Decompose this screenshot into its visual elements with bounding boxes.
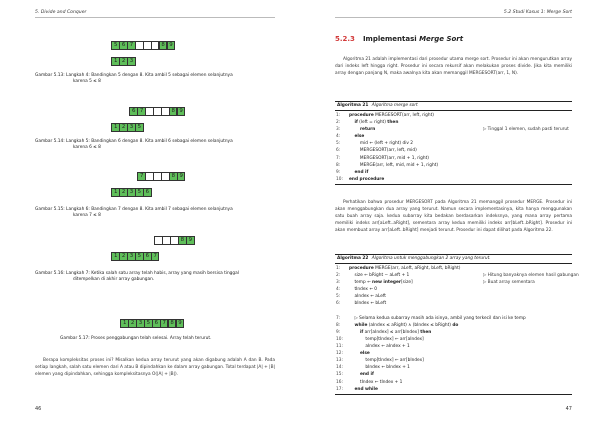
algorithm-22 [335,254,579,395]
array-merged [112,188,152,197]
line-code: if (left = right) then [354,120,399,126]
line-number: 12: [336,351,343,357]
caption-line-2: karena 6 ≤ 8 [73,145,101,151]
array-cell: 8 [159,41,168,50]
array-cell: 5 [144,319,153,328]
algorithm-line [335,386,572,393]
array-cell: 9 [177,172,186,181]
line-code: if arr[aIndex] ≤ arr[bIndex] then [359,329,432,335]
line-code: MERGESORT(arr, left, mid) [349,148,417,154]
array-cell: 3 [136,319,145,328]
line-number: 5: [336,141,341,147]
figure-caption [60,336,280,342]
intro-paragraph [335,57,572,78]
algorithm-line [335,322,572,329]
algorithm-line [335,126,572,133]
array-cell: 7 [151,252,160,261]
array-merged [112,252,159,261]
array-cell: 8 [169,107,178,116]
line-code: end if [359,372,374,378]
algorithm-header [335,254,572,264]
algorithm-line [335,140,572,147]
line-code: temp[tIndex] ← arr[aIndex] [349,336,424,342]
algorithm-21 [335,101,572,185]
array-cell: 6 [119,41,128,50]
algorithm-line [335,357,572,364]
array-cell: 9 [167,41,176,50]
paragraph-text: Perhatikan bahwa prosedur MERGESORT pada Algoritma 21 memanggil prosedur MERGE. Prosedur ini akan menggabungkan dua array yang terurut. Namun secara implementasinya, kita hanya menggunakan satu buah array saja. kedua subarray kita bedakan berdasarkan indeksnya, yang mana array pertama memiliki indeks arr[aLeft..aRight], sementara array kedua memiliki indeks arr[bLeft..bRight]. Prosedur ini akan membuat array arr[aLeft..bRight] menjadi terurut. Prosedur ini dapat dilihat pada Algoritma 22. [335,200,572,233]
line-code: temp[tIndex] ← arr[bIndex] [349,358,424,364]
caption-line-1: Langkah 4: Bandingkan 5 dengan 8. Kita ambil 5 sebagai elemen selanjutnya [66,73,233,78]
header-rule [35,17,275,18]
caption-line-1: Langkah 6: Bandingkan 7 dengan 8. Kita ambil 7 sebagai elemen selanjutnya [66,207,233,212]
header-rule [335,17,572,18]
line-code: else [354,134,365,140]
line-number: 17: [336,386,343,392]
algorithm-line [335,315,572,322]
algorithm-line [335,265,572,272]
line-number: 1: [336,266,341,271]
array-cell: 1 [111,123,120,132]
line-code: size ← bRight − aLeft + 1 [349,273,410,279]
page-number: 46 [35,406,42,412]
algorithm-line [335,293,572,300]
line-code: tIndex ← tIndex + 1 [349,379,403,385]
algorithm-line [335,364,572,371]
line-number: 3: [336,127,341,133]
line-number: 13: [336,358,343,364]
figure-label: Gambar 5.17: [60,336,90,341]
array-cell: 8 [178,236,187,245]
line-code: end while [354,386,378,392]
array-cell: 9 [176,319,185,328]
array-cell: 9 [186,236,195,245]
array-cell: 8 [168,319,177,328]
line-comment: ▷ Tinggal 1 elemen, sudah pasti terurut [483,127,569,133]
algorithm-line [335,343,572,350]
line-code: aIndex ← aIndex + 1 [349,344,410,350]
line-code: procedure MERGESORT(arr, left, right) [349,113,434,118]
line-number: 6: [336,148,341,154]
algorithm-label: Algoritma 21 [337,103,369,108]
algorithm-title: Algoritma untuk menggabungkan 2 array yang terurut. [371,256,491,261]
array-top [155,236,195,245]
line-number: 8: [336,162,341,168]
line-code: end if [354,169,369,175]
page-number: 47 [565,406,572,412]
array-cell: 3 [127,57,136,66]
array-cell: 1 [111,252,120,261]
paragraph-text: Algoritma 21 adalah implementasi dari prosedur utama merge sort. Prosedur ini akan mengurutkan array dari indeks left hingga right. Prosedur ini secara rekursif akan melakukan proses divide. Jika kita memiliki array dengan panjang N, maka awalnya kita akan memanggil MERGESORT(arr, 1, N). [335,57,572,76]
caption-line-1: Langkah 5: Bandingkan 6 dengan 8. Kita ambil 6 sebagai elemen selanjutnya [66,139,233,144]
paragraph-text: Berapa kompleksitas proses ini? Misalkan kedua array terurut yang akan digabung adalah A dan B. Pada setiap langkah, salah satu elemen dari A atau B dipindahkan ke dalam array gabungan. Total terdapat |A| + |B| elemen yang dipindahkan, sehingga kompleksitasnya O(|A| + |B|). [35,358,275,377]
caption-line-2: ditempelkan di akhir array gabungan. [73,277,155,283]
line-number: 9: [336,169,341,175]
array-top [130,107,185,116]
line-comment: ▷ Hitung banyaknya elemen hasil gabungan [483,273,579,279]
line-number: 9: [336,329,341,335]
array-cell: 1 [111,188,120,197]
algorithm-header [335,101,572,111]
array-top [138,172,185,181]
algorithm-line [335,272,579,279]
line-code: MERGESORT(arr, mid + 1, right) [349,155,429,161]
complexity-paragraph [35,358,275,379]
line-code: bIndex ← bLeft [349,301,387,307]
section-number: 5.2.3 [335,35,355,43]
line-number: 7: [336,315,341,321]
line-number: 8: [336,322,341,328]
line-number: 3: [336,280,341,286]
line-code: mid ← (left + right) div 2 [349,141,414,147]
figure-label: Gambar 5.16: [35,271,65,276]
array-cell: 6 [152,319,161,328]
array-cell: 3 [127,123,136,132]
line-code: MERGE(arr, left, mid, mid + 1, right) [349,162,439,168]
caption-line-1: Proses penggabungan telah selesai. Array telah terurut. [91,336,212,341]
algorithm-line [335,176,572,183]
line-number: 15: [336,372,343,378]
array-merged [112,123,144,132]
line-number: 16: [336,379,343,385]
array-cell: 2 [119,123,128,132]
line-number: 4: [336,134,341,140]
array-cell: 2 [119,57,128,66]
algorithm-body [335,264,579,395]
array-final [121,319,184,328]
array-cell: 1 [120,319,129,328]
caption-line-2: karena 7 ≤ 8 [73,213,101,219]
line-number: 6: [336,301,341,307]
line-code: bIndex ← bIndex + 1 [349,365,410,371]
figure-label: Gambar 5.14: [35,139,65,144]
algorithm-line [335,112,572,119]
array-merged [112,57,136,66]
figure-caption [35,139,275,151]
array-cell: 5 [135,188,144,197]
middle-paragraph [335,200,572,235]
array-cell: 7 [137,107,146,116]
line-comment: ▷ Buat array sementara [483,280,535,286]
algorithm-line [335,119,572,126]
array-cell: 7 [160,319,169,328]
line-code: procedure MERGE(arr, aLeft, aRight, bLeft, bRight) [349,266,461,271]
array-cell: 2 [119,188,128,197]
figure-label: Gambar 5.15: [35,207,65,212]
line-number: 5: [336,294,341,300]
line-code: tIndex ← 0 [349,287,378,293]
algorithm-line [335,286,572,293]
running-header: 5. Divide and Conquer [35,10,87,15]
array-cell: 1 [111,57,120,66]
line-number: 2: [336,120,341,126]
section-title-text: Implementasi [362,35,417,43]
right-page [300,0,600,424]
section-title [335,35,463,43]
figure-caption [35,271,285,283]
line-number: 11: [336,344,343,350]
line-code: temp ← new integer[size] [349,280,413,286]
array-cell: 8 [169,172,178,181]
array-cell: 7 [127,41,136,50]
algorithm-title: Algoritma merge sort [371,103,418,108]
algorithm-line [335,162,572,169]
line-code: else [359,351,370,357]
array-cell: 5 [135,252,144,261]
figure-caption [35,73,275,85]
figure-label: Gambar 5.13: [35,73,65,78]
line-code: end procedure [349,176,385,182]
algorithm-label: Algoritma 22 [337,256,369,261]
array-cell: 3 [127,252,136,261]
array-cell: 2 [119,252,128,261]
array-cell: 5 [135,123,144,132]
line-code: while (aIndex ≤ aRight) ∧ (bIndex ≤ bRight) do [354,322,459,328]
algorithm-line [335,329,572,336]
line-number: 7: [336,155,341,161]
algorithm-line [335,147,572,154]
line-code: ▷ Selama kedua subarray masih ada isinya, ambil yang terkecil dan isi ke temp [349,315,526,321]
array-top [112,41,175,50]
array-cell: 7 [137,172,146,181]
algorithm-line [335,155,572,162]
figure-caption [35,207,275,219]
running-header: 5.2 Studi Kasus 1: Merge Sort [503,10,572,15]
line-code: aIndex ← aLeft [349,294,386,300]
array-cell: 5 [111,41,120,50]
array-cell: 6 [143,188,152,197]
array-cell: 2 [128,319,137,328]
algorithm-line [335,350,572,357]
caption-line-2: karena 5 ≤ 8 [73,79,101,85]
algorithm-line [335,133,572,140]
line-code: return [359,127,376,133]
array-cell: 6 [129,107,138,116]
line-number: 2: [336,273,341,279]
line-number: 10: [336,176,343,182]
algorithm-line [335,379,572,386]
line-number: 1: [336,113,341,118]
line-number: 4: [336,287,341,293]
caption-line-1: Langkah 7: Ketika salah satu array telah habis, array yang masih bersisa tinggal [66,271,239,276]
algorithm-line [335,308,572,315]
algorithm-line [335,336,572,343]
array-cell: 9 [177,107,186,116]
section-title-italic: Merge Sort [419,35,464,43]
algorithm-line [335,371,572,378]
array-cell: 3 [127,188,136,197]
algorithm-line [335,279,572,286]
algorithm-body [335,111,572,185]
line-number: 10: [336,336,343,342]
array-cell: 6 [143,252,152,261]
algorithm-line [335,169,572,176]
algorithm-line [335,300,572,307]
line-number: 14: [336,365,343,371]
